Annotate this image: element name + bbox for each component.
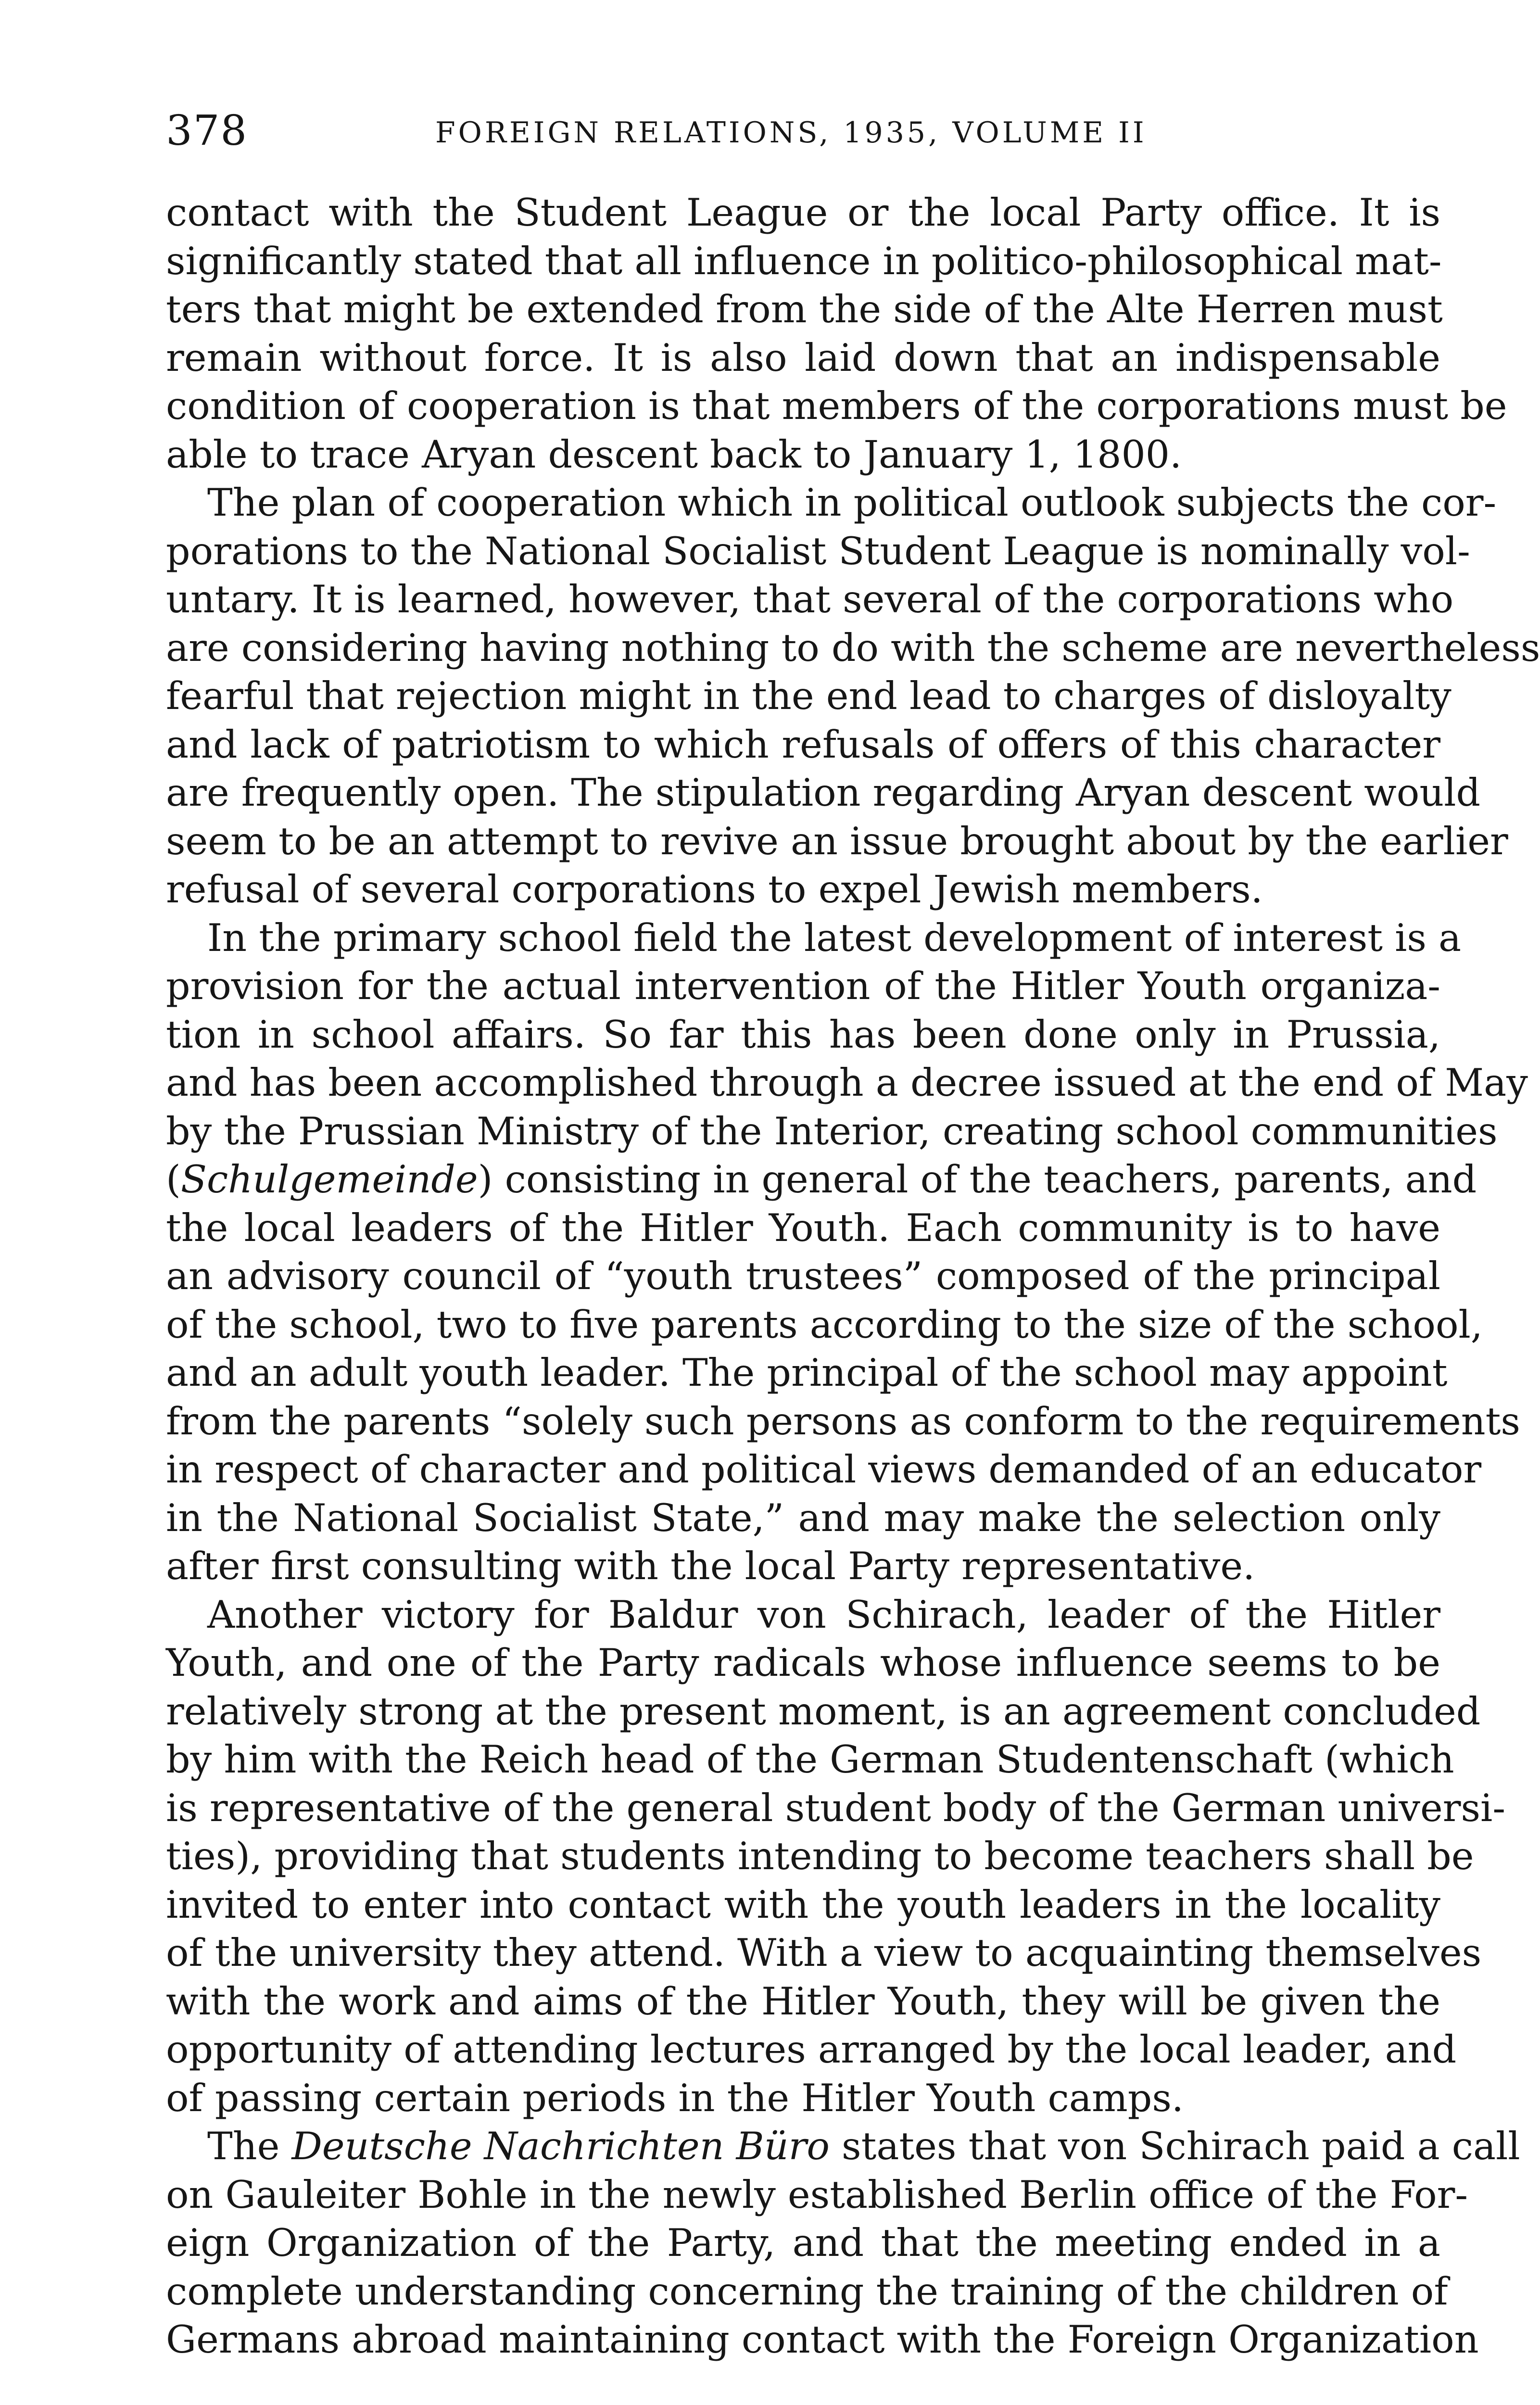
text-line: In the primary school field the latest development of interest is a [207, 915, 1462, 960]
text-line: of the university they attend. With a view to acquainting themselves [166, 1931, 1482, 1975]
text-line: refusal of several corporations to expel Jewish members. [166, 867, 1263, 911]
text-line: complete understanding concerning the training of the children of [166, 2269, 1448, 2314]
text-line: ters that might be extended from the side of the Alte Herren must [166, 287, 1443, 331]
text-line: and has been accomplished through a decree issued at the end of May [166, 1061, 1528, 1105]
text-line: is representative of the general student body of the German universi- [166, 1785, 1506, 1830]
text-line: by the Prussian Ministry of the Interior, creating school communities [166, 1109, 1498, 1153]
document-page [166, 107, 1540, 2364]
text-line: contact with the Student League or the local Party office. It is [166, 190, 1440, 235]
text-line: The plan of cooperation which in political outlook subjects the cor- [207, 481, 1497, 525]
text-line: and an adult youth leader. The principal of the school may appoint [166, 1351, 1448, 1395]
text-line: untary. It is learned, however, that several of the corporations who [166, 577, 1454, 621]
text-line: ties), providing that students intending to become teachers shall be [166, 1834, 1474, 1878]
text-line: eign Organization of the Party, and that the meeting ended in a [166, 2221, 1440, 2265]
text-fragment: ( [166, 1157, 181, 1202]
text-line: Germans abroad maintaining contact with the Foreign Organization [166, 2317, 1479, 2362]
page-header [166, 107, 1440, 165]
text-line: tion in school affairs. So far this has been done only in Prussia, [166, 1012, 1440, 1057]
text-fragment: ) consisting in general of the teachers, parents, and [478, 1157, 1477, 1202]
text-line: condition of cooperation is that members of the corporations must be [166, 384, 1507, 428]
text-line: opportunity of attending lectures arranged by the local leader, and [166, 2027, 1457, 2072]
text-line: porations to the National Socialist Student League is nominally vol- [166, 529, 1470, 573]
text-line: significantly stated that all influence in politico-philosophical mat- [166, 239, 1442, 283]
text-line: seem to be an attempt to revive an issue brought about by the earlier [166, 819, 1508, 863]
body-text [166, 189, 1540, 2364]
text-line: fearful that rejection might in the end lead to charges of disloyalty [166, 674, 1452, 718]
text-fragment: states that von Schirach paid a call [829, 2124, 1520, 2168]
text-line [166, 1155, 1477, 1204]
text-line: of the school, two to five parents according to the size of the school, [166, 1302, 1483, 1347]
text-line: in respect of character and political views demanded of an educator [166, 1447, 1482, 1492]
text-line: provision for the actual intervention of the Hitler Youth organiza- [166, 964, 1440, 1008]
text-line: are considering having nothing to do with the scheme are nevertheless [166, 625, 1540, 670]
text-line: from the parents “solely such persons as conform to the requirements [166, 1399, 1520, 1443]
text-line: Youth, and one of the Party radicals whose influence seems to be [166, 1641, 1440, 1685]
running-head: FOREIGN RELATIONS, 1935, VOLUME II [435, 116, 1147, 150]
text-line: after first consulting with the local Party representative. [166, 1544, 1255, 1588]
italic-term: Schulgemeinde [180, 1157, 478, 1202]
text-line: by him with the Reich head of the German Studentenschaft (which [166, 1737, 1454, 1782]
text-line: the local leaders of the Hitler Youth. Each community is to have [166, 1205, 1440, 1250]
text-line: of passing certain periods in the Hitler Youth camps. [166, 2076, 1184, 2120]
text-line: and lack of patriotism to which refusals of offers of this character [166, 722, 1440, 767]
text-line: able to trace Aryan descent back to January 1, 1800. [166, 432, 1182, 477]
text-line: on Gauleiter Bohle in the newly established Berlin office of the For- [166, 2172, 1468, 2217]
text-line: invited to enter into contact with the youth leaders in the locality [166, 1882, 1440, 1927]
page-number: 378 [166, 107, 248, 155]
text-line: are frequently open. The stipulation regarding Aryan descent would [166, 771, 1481, 815]
text-line: with the work and aims of the Hitler Youth, they will be given the [166, 1979, 1440, 2024]
text-line: remain without force. It is also laid down that an indispensable [166, 335, 1440, 380]
text-line: in the National Socialist State,” and may make the selection only [166, 1495, 1440, 1540]
text-line: relatively strong at the present moment, is an agreement concluded [166, 1689, 1481, 1734]
italic-term: Deutsche Nachrichten Büro [291, 2124, 830, 2168]
text-fragment: The [207, 2124, 292, 2168]
text-line: an advisory council of “youth trustees” composed of the principal [166, 1254, 1440, 1298]
text-line [166, 2122, 1520, 2171]
text-line: Another victory for Baldur von Schirach, leader of the Hitler [207, 1592, 1440, 1637]
